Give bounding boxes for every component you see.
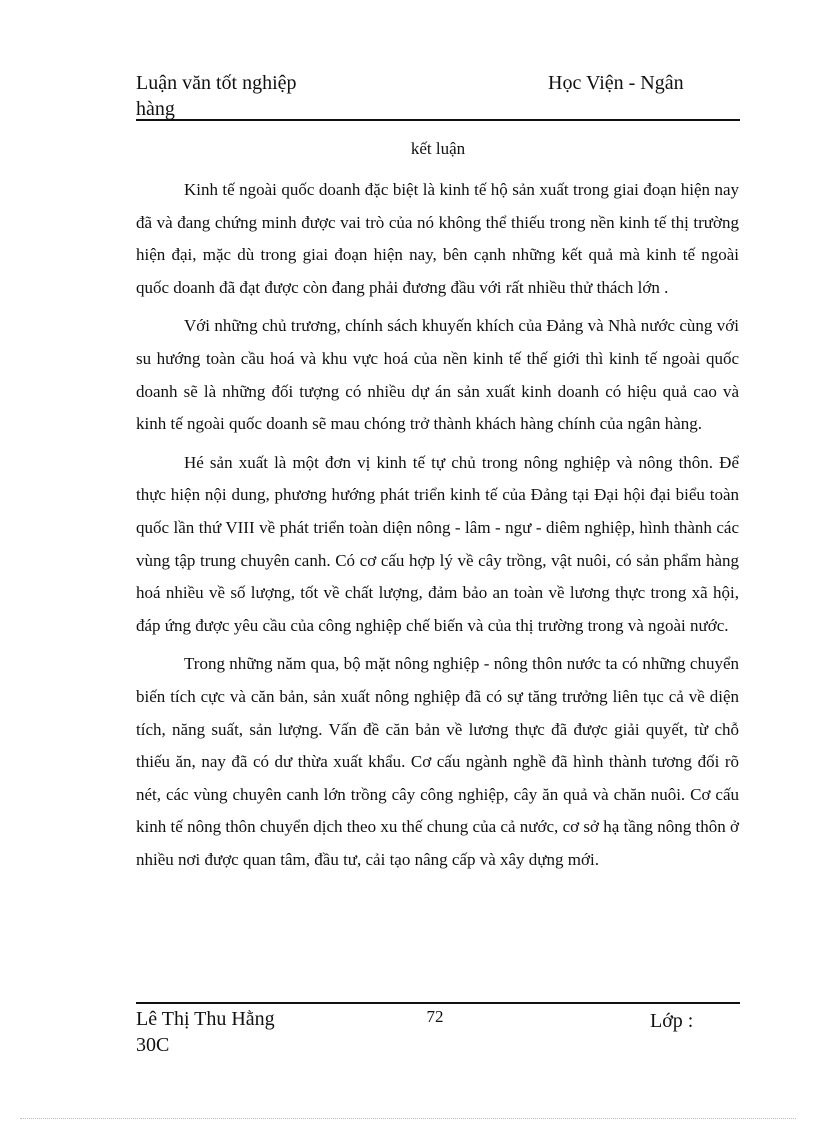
header-divider bbox=[136, 119, 740, 121]
header-institution: Học Viện - Ngân bbox=[548, 72, 684, 94]
header-thesis-label: Luận văn tốt nghiệp bbox=[136, 72, 297, 94]
header-thesis-label-continued: hàng bbox=[136, 98, 175, 120]
header-left bbox=[136, 70, 376, 122]
paragraph-2: Với những chủ trương, chính sách khuyến khích của Đảng và Nhà nước cùng với su hướng toàn cầu hoá và khu vực hoá của nền kinh tế thế giới thì kinh tế ngoài quốc doanh sẽ là những đối tượng có nhiều dự án sản xuất kinh doanh có hiệu quả cao và kinh tế ngoài quốc doanh sẽ mau chóng trở thành khách hàng chính của ngân hàng. bbox=[136, 316, 739, 434]
paragraph-1: Kinh tế ngoài quốc doanh đặc biệt là kinh tế hộ sản xuất trong giai đoạn hiện nay đã và đang chứng minh được vai trò của nó không thể thiếu trong nền kinh tế thị trường hiện đại, mặc dù trong giai đoạn hiện nay, bên cạnh những kết quả mà kinh tế ngoài quốc doanh đã đạt được còn đang phải đương đầu với rất nhiều thử thách lớn . bbox=[136, 180, 739, 297]
page-number: 72 bbox=[426, 1007, 444, 1026]
footer-author-name: Lê Thị Thu Hằng bbox=[136, 1008, 275, 1030]
footer-author bbox=[136, 1006, 356, 1058]
footer-class-label: Lớp : bbox=[650, 1010, 694, 1032]
page-title: kết luận bbox=[410, 139, 466, 158]
footer-divider bbox=[136, 1002, 740, 1004]
paragraph-4: Trong những năm qua, bộ mặt nông nghiệp - nông thôn nước ta có những chuyển biến tích cực và căn bản, sản xuất nông nghiệp đã có sự tăng trưởng liên tục cả về diện tích, năng suất, sản lượng. Vấn đề căn bản về lương thực đã được giải quyết, từ chỗ thiếu ăn, nay đã có dư thừa xuất khẩu. Cơ cấu ngành nghề đã hình thành tương đối rõ nét, các vùng chuyên canh lớn trồng cây công nghiệp, cây ăn quả và chăn nuôi. Cơ cấu kinh tế nông thôn chuyển dịch theo xu thế chung của cả nước, cơ sở hạ tầng nông thôn ở nhiều nơi được quan tâm, đầu tư, cải tạo nâng cấp và xây dựng mới. bbox=[136, 654, 739, 869]
document-body bbox=[136, 174, 739, 882]
footer-author-class: 30C bbox=[136, 1034, 170, 1056]
paragraph-3: Hé sản xuất là một đơn vị kinh tế tự chủ trong nông nghiệp và nông thôn. Để thực hiện nội dung, phương hướng phát triển kinh tế của Đảng tại Đại hội đại biểu toàn quốc lần thứ VIII về phát triển toàn diện nông - lâm - ngư - diêm nghiệp, hình thành các vùng tập trung chuyên canh. Có cơ cấu hợp lý về cây trồng, vật nuôi, có sản phẩm hàng hoá nhiều về số lượng, tốt về chất lượng, đảm bảo an toàn về lương thực trong xã hội, đáp ứng được yêu cầu của công nghiệp chế biến và của thị trường trong và ngoài nước. bbox=[136, 452, 739, 635]
page-bottom-edge bbox=[20, 1118, 796, 1119]
